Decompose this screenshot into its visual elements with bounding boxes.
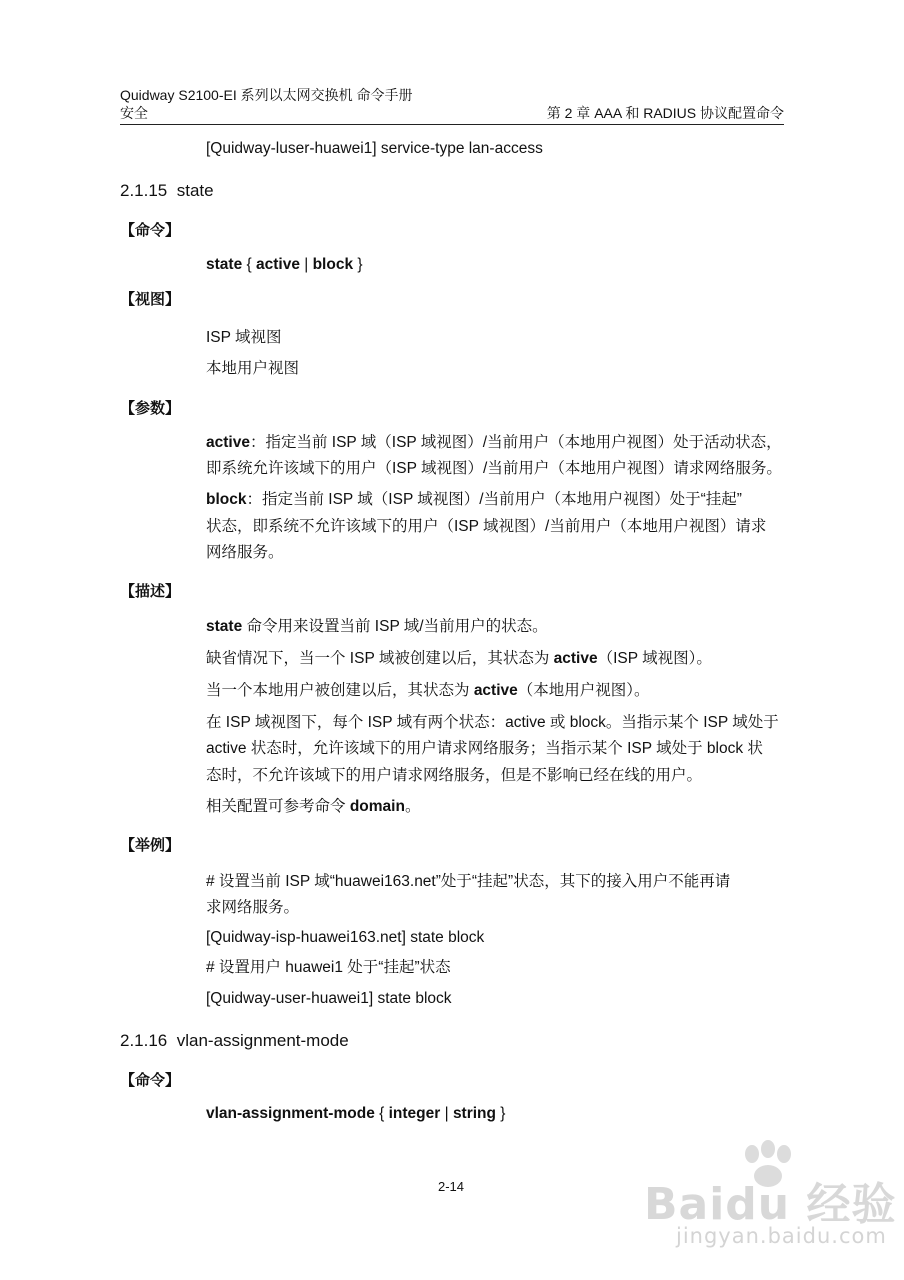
desc-state-key: state [206, 618, 243, 635]
syntax-option-block: block [312, 256, 354, 273]
description-line5 [206, 798, 420, 816]
view-isp-domain: ISP 域视图 [206, 329, 282, 346]
header-rule [120, 124, 784, 125]
example1-comment-line2: 求网络服务。 [206, 899, 300, 916]
top-example-command: [Quidway-luser-huawei1] service-type lan-access [206, 140, 543, 157]
command-syntax [206, 256, 363, 274]
section-heading-state [120, 181, 214, 201]
syntax-brace-open: { [374, 1105, 389, 1122]
page-number: 2-14 [438, 1179, 465, 1194]
watermark-logo: Baidu 经验 [644, 1179, 897, 1230]
desc2-key: active [553, 650, 598, 667]
param-block-line1 [206, 491, 742, 509]
section-number: 2.1.16 [120, 1031, 168, 1050]
param-block-key: block [206, 491, 247, 508]
syntax-separator: | [299, 256, 313, 273]
param-block-line2: 状态，即系统不允许该域下的用户（ISP 域视图）/当前用户（本地用户视图）请求 [206, 518, 767, 535]
desc5-post: 。 [404, 798, 421, 815]
command-label: 【命令】 [120, 1072, 181, 1089]
example1-comment-line1: # 设置当前 ISP 域“huawei163.net”处于“挂起”状态，其下的接入用户不能再请 [206, 873, 731, 890]
description-line4a: 在 ISP 域视图下，每个 ISP 域有两个状态：active 或 block。当指示某个 ISP 域处于 [206, 714, 779, 731]
command-syntax [206, 1105, 505, 1123]
syntax-option-string: string [452, 1105, 496, 1122]
header-chapter: 第 2 章 AAA 和 RADIUS 协议配置命令 [546, 105, 784, 121]
section-number: 2.1.15 [120, 181, 168, 200]
desc3-post: （本地用户视图）。 [517, 682, 650, 699]
command-keyword: state [206, 256, 243, 273]
example2-comment: # 设置用户 huawei1 处于“挂起”状态 [206, 959, 451, 976]
example-label: 【举例】 [120, 837, 181, 854]
description-line2 [206, 650, 712, 668]
syntax-separator: | [440, 1105, 453, 1122]
param-active-text: ：指定当前 ISP 域（ISP 域视图）/当前用户（本地用户视图）处于活动状态， [249, 434, 782, 451]
description-line1 [206, 618, 548, 636]
header-product: Quidway S2100-EI 系列以太网交换机 命令手册 [120, 87, 413, 103]
baidu-watermark [640, 1140, 897, 1260]
description-label: 【描述】 [120, 583, 181, 600]
section-heading-vlan-assignment-mode [120, 1031, 349, 1051]
desc5-pre: 相关配置可参考命令 [206, 798, 350, 815]
param-block-text: ：指定当前 ISP 域（ISP 域视图）/当前用户（本地用户视图）处于“挂起” [246, 491, 742, 508]
syntax-brace-open: { [242, 256, 256, 273]
syntax-option-integer: integer [388, 1105, 441, 1122]
parameter-label: 【参数】 [120, 400, 181, 417]
desc-state-text: 命令用来设置当前 ISP 域/当前用户的状态。 [242, 618, 548, 635]
section-title: state [176, 181, 214, 200]
desc3-pre: 当一个本地用户被创建以后，其状态为 [206, 682, 474, 699]
param-active-key: active [206, 434, 250, 451]
example2-command: [Quidway-user-huawei1] state block [206, 990, 452, 1007]
description-line4b: active 状态时，允许该域下的用户请求网络服务；当指示某个 ISP 域处于 block 状 [206, 740, 763, 757]
header-volume: 安全 [120, 105, 148, 121]
desc2-pre: 缺省情况下，当一个 ISP 域被创建以后，其状态为 [206, 650, 554, 667]
syntax-brace-close: } [353, 256, 363, 273]
param-active-line1 [206, 434, 782, 452]
description-line3 [206, 682, 650, 700]
syntax-option-active: active [255, 256, 300, 273]
command-label: 【命令】 [120, 222, 181, 239]
desc5-key: domain [349, 798, 405, 815]
desc3-key: active [473, 682, 518, 699]
example1-command: [Quidway-isp-huawei163.net] state block [206, 929, 485, 946]
watermark-url: jingyan.baidu.com [676, 1224, 887, 1248]
syntax-brace-close: } [496, 1105, 506, 1122]
command-keyword: vlan-assignment-mode [206, 1105, 375, 1122]
description-line4c: 态时，不允许该域下的用户请求网络服务，但是不影响已经在线的用户。 [206, 767, 703, 784]
view-local-user: 本地用户视图 [206, 360, 300, 377]
param-block-line3: 网络服务。 [206, 544, 284, 561]
desc2-post: （ISP 域视图）。 [597, 650, 712, 667]
param-active-line2: 即系统允许该域下的用户（ISP 域视图）/当前用户（本地用户视图）请求网络服务。 [206, 460, 782, 477]
section-title: vlan-assignment-mode [176, 1031, 349, 1050]
view-label: 【视图】 [120, 291, 181, 308]
